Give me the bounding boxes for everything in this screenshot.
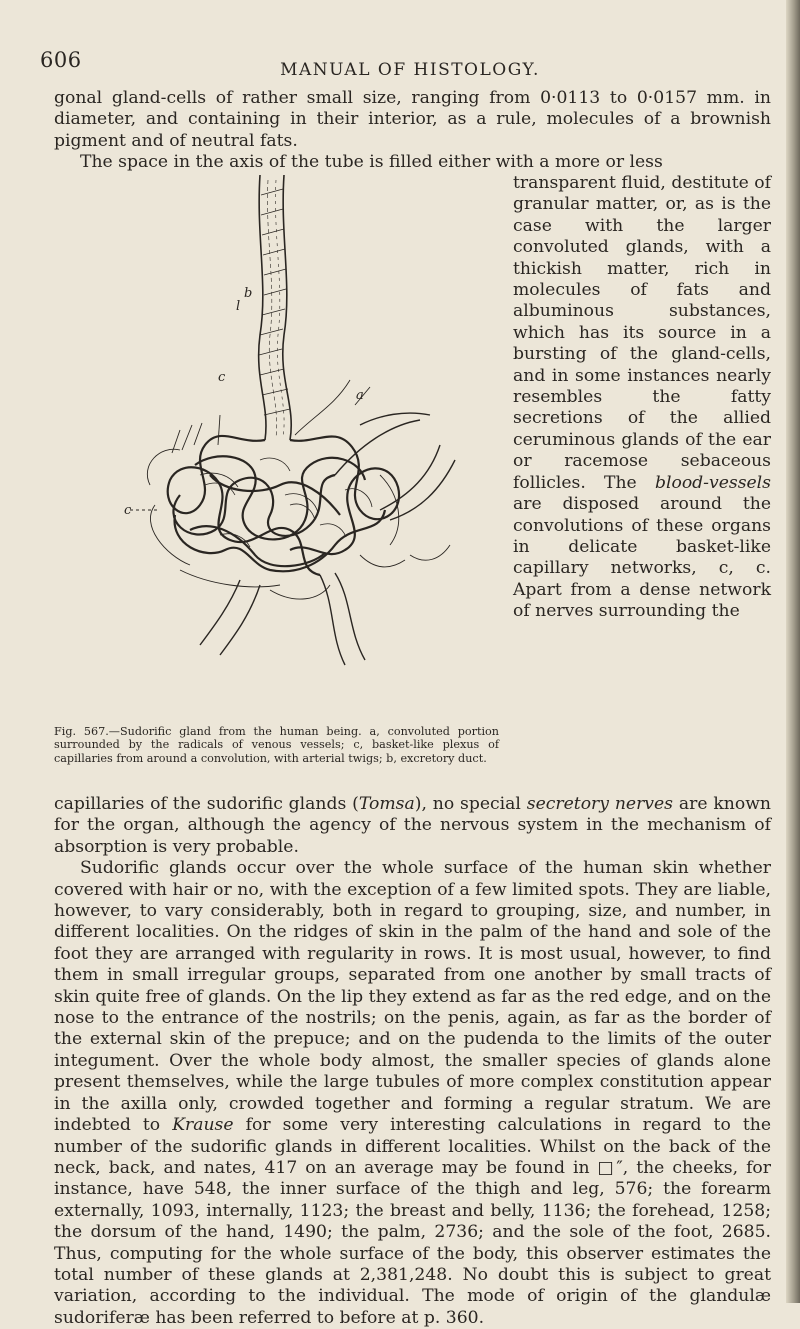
bottom-text-block [54,794,771,1329]
wrapped-text-column [513,173,771,623]
label-a: a [356,388,364,403]
tomsa-citation: Tomsa [358,794,415,814]
paragraph-nerves [54,794,771,858]
page-header [40,48,780,78]
convoluted-portion [168,436,399,575]
paragraph-continued: gonal gland-cells of rather small size, ranging from 0·0113 to 0·0157 mm. in diameter, and containing in their interior, as a rule, molecules of a brownish pigment and of neutral fats. [54,88,771,151]
blood-vessels-emphasis: blood-vessels [654,472,771,493]
page-number: 606 [40,48,82,72]
top-text-block [54,88,771,174]
distribution-text-a: Sudorific glands occur over the whole surface of the human skin whether covered with hair or no, with the exception of a few limited spots. They are liable, however, to vary considerably, both in regard to grouping, size, and number, in different localities. On the ridges of skin in the palm of the hand and sole of the foot they are arranged with regularity in rows. It is most usual, however, to find them in small irregular groups, separated from one another by small tracts of skin quite free of glands. On the lip they extend as far as the red edge, and on the nose to the entrance of the nostrils; on the penis, again, as far as the border of the external skin of the prepuce; and on the pudenda to the limits of the outer integument. Over the whole body almost, the smaller species of glands alone present themselves, while the large tubules of more complex constitution appear in the axilla only, crowded together and forming a regular stratum. We are indebted to [54,858,771,1136]
gland-illustration [120,175,500,720]
label-c-upper: c [218,370,226,385]
wrap-text-part2: are disposed around the convolutions of these organs in delicate basket-like capillary networks, c, c. Apart from a dense network of nerves surrounding the [513,494,771,622]
distribution-text-b: for some very interesting calculations in regard to the number of the sudorific glands in different localities. Whilst on the back of the neck, back, and nates, 417 on an average may be found in □″, the cheeks, for instance, have 548, the inner surface of the thigh and leg, 576; the forearm externally, 1093, internally, 1123; the breast and belly, 1136; the forehead, 1258; the dorsum of the hand, 1490; the palm, 2736; and the sole of the foot, 2685. Thus, computing for the whole surface of the body, this observer estimates the total number of these glands at 2,381,248. No doubt this is subject to great variation, according to the individual. The mode of origin of the glandulæ sudoriferæ has been referred to before at p. 360. [54,1115,771,1328]
label-b: b [244,286,253,301]
paragraph-axis-space: The space in the axis of the tube is filled either with a more or less [80,152,663,173]
page-edge-shadow [786,0,800,1303]
label-c-left: c [124,503,132,518]
secretory-nerves-emphasis: secretory nerves [526,794,673,814]
wrap-text-part1: transparent fluid, destitute of granular matter, or, as is the case with the larger convoluted glands, with a thickish matter, rich in molecules of fats and albuminous substances, which has its source in a bursting of the gland-cells, and in some instances nearly resembles the fatty secretions of the allied ceruminous glands of the ear or racemose sebaceous follicles. The [513,173,771,493]
running-title: MANUAL OF HISTOLOGY. [280,60,540,80]
sudorific-gland-figure [120,175,500,720]
figure-caption: Fig. 567.—Sudorific gland from the human being. a, convoluted portion surrounded by the radicals of venous vessels; c, basket-like plexus of capillaries from around a convolution, with arterial twigs; b, excretory duct. [54,725,499,765]
label-l: l [236,299,241,314]
paragraph-distribution [54,858,771,1329]
nerves-text-c: are known for the organ, although the agency of the nervous system in the mechanism of absorption is very probable. [54,794,771,857]
nerves-text-b: ), no special [414,794,527,814]
excretory-duct [259,175,292,440]
krause-citation: Krause [172,1115,234,1136]
nerves-text-a: capillaries of the sudorific glands ( [54,794,359,814]
